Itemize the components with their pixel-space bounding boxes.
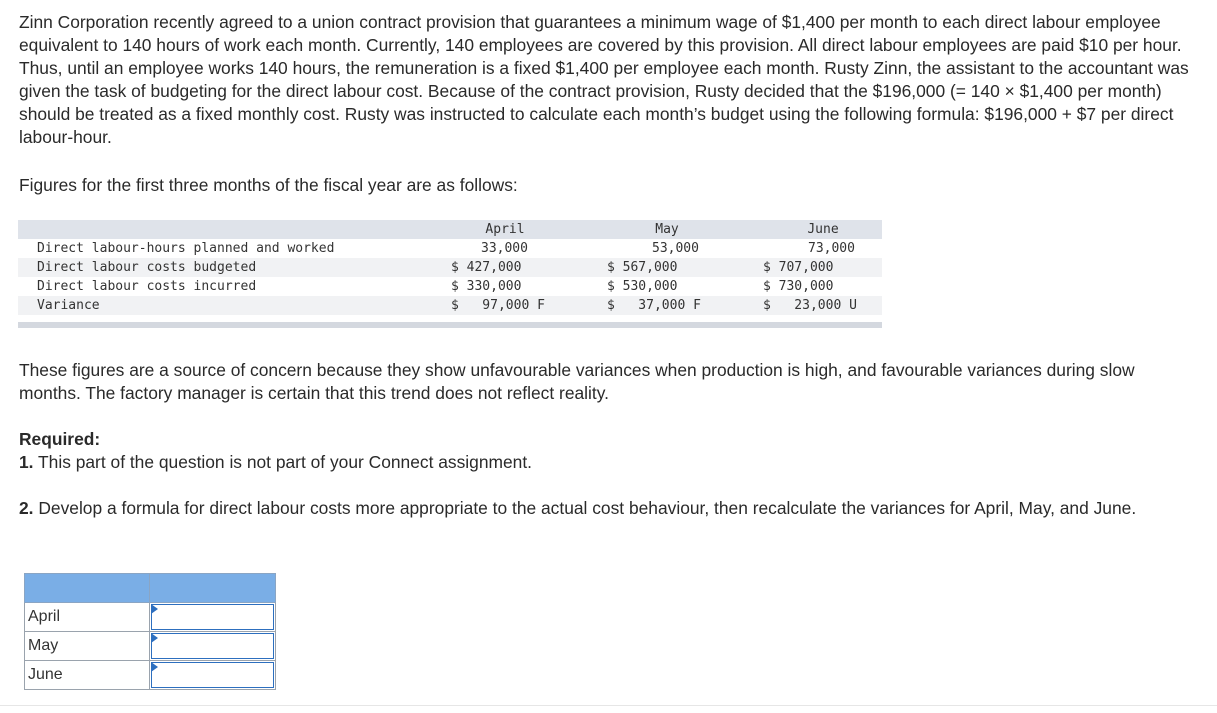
table-row: [18, 258, 882, 277]
column-header-may: May: [655, 222, 679, 237]
concern-paragraph: These figures are a source of concern because they show unfavourable variances when production is high, and favourable variances during slow months. The factory manager is certain that this trend does not reflect reality.: [19, 360, 1135, 403]
cell-june: 73,000: [808, 241, 855, 256]
month-label: June: [25, 661, 150, 690]
row-label: Direct labour-hours planned and worked: [37, 241, 335, 256]
row-label: Direct labour costs incurred: [37, 279, 257, 294]
cell-may: 53,000: [652, 241, 699, 256]
cell-may: $ 567,000: [607, 260, 678, 275]
part-2-number: 2.: [19, 498, 34, 518]
row-label: Variance: [37, 298, 100, 313]
input-box[interactable]: [151, 633, 274, 659]
column-header-june: June: [807, 222, 839, 237]
input-marker-icon: [151, 633, 158, 643]
input-box[interactable]: [151, 662, 274, 688]
table-bottom-rule: [18, 322, 882, 328]
part-1: [19, 451, 1199, 474]
cell-june: $ 707,000: [763, 260, 834, 275]
cell-may: $ 37,000 F: [607, 298, 701, 313]
month-label: May: [25, 632, 150, 661]
input-box[interactable]: [151, 604, 274, 630]
answer-row-june: [25, 661, 276, 690]
cell-april: 33,000: [481, 241, 528, 256]
answer-row-may: [25, 632, 276, 661]
cell-june: $ 23,000 U: [763, 298, 857, 313]
part-2-text: Develop a formula for direct labour costs more appropriate to the actual cost behaviour, then recalculate the variances for April, May, and June.: [33, 498, 1137, 518]
month-label: April: [25, 603, 150, 632]
table-row: [18, 239, 882, 258]
answer-input-june[interactable]: [150, 661, 276, 690]
answer-input-april[interactable]: [150, 603, 276, 632]
header-cell: [25, 574, 150, 603]
answer-input-may[interactable]: [150, 632, 276, 661]
data-table: [18, 220, 882, 315]
row-label: Direct labour costs budgeted: [37, 260, 257, 275]
cell-april: $ 97,000 F: [451, 298, 545, 313]
part-1-number: 1.: [19, 452, 34, 472]
part-1-text: This part of the question is not part of your Connect assignment.: [33, 452, 533, 472]
figures-intro: Figures for the first three months of the fiscal year are as follows:: [19, 175, 518, 195]
input-marker-icon: [151, 604, 158, 614]
required-section: [19, 428, 1199, 474]
answer-table: [24, 573, 276, 690]
header-cell: [150, 574, 276, 603]
data-table-header: [18, 220, 882, 239]
page-bottom-rule: [0, 705, 1217, 706]
column-header-april: April: [485, 222, 525, 237]
cell-june: $ 730,000: [763, 279, 834, 294]
cell-april: $ 330,000: [451, 279, 522, 294]
table-row: [18, 296, 882, 315]
cell-may: $ 530,000: [607, 279, 678, 294]
problem-intro: Zinn Corporation recently agreed to a union contract provision that guarantees a minimum wage of $1,400 per month to each direct labour employee equivalent to 140 hours of work each month. Currently, 140 employees are covered by this provision. All direct labour employees are paid $10 per hour. Thus, until an employee works 140 hours, the remuneration is a fixed $1,400 per employee each month. Rusty Zinn, the assistant to the accountant was given the task of budgeting for the direct labour cost. Because of the contract provision, Rusty decided that the $196,000 (= 140 × $1,400 per month) should be treated as a fixed monthly cost. Rusty was instructed to calculate each month’s budget using the following formula: $196,000 + $7 per direct labour-hour.: [19, 12, 1189, 147]
answer-table-header: [25, 574, 276, 603]
input-marker-icon: [151, 662, 158, 672]
cell-april: $ 427,000: [451, 260, 522, 275]
part-2: [19, 497, 1199, 520]
required-heading: Required:: [19, 429, 101, 449]
table-row: [18, 277, 882, 296]
answer-row-april: [25, 603, 276, 632]
